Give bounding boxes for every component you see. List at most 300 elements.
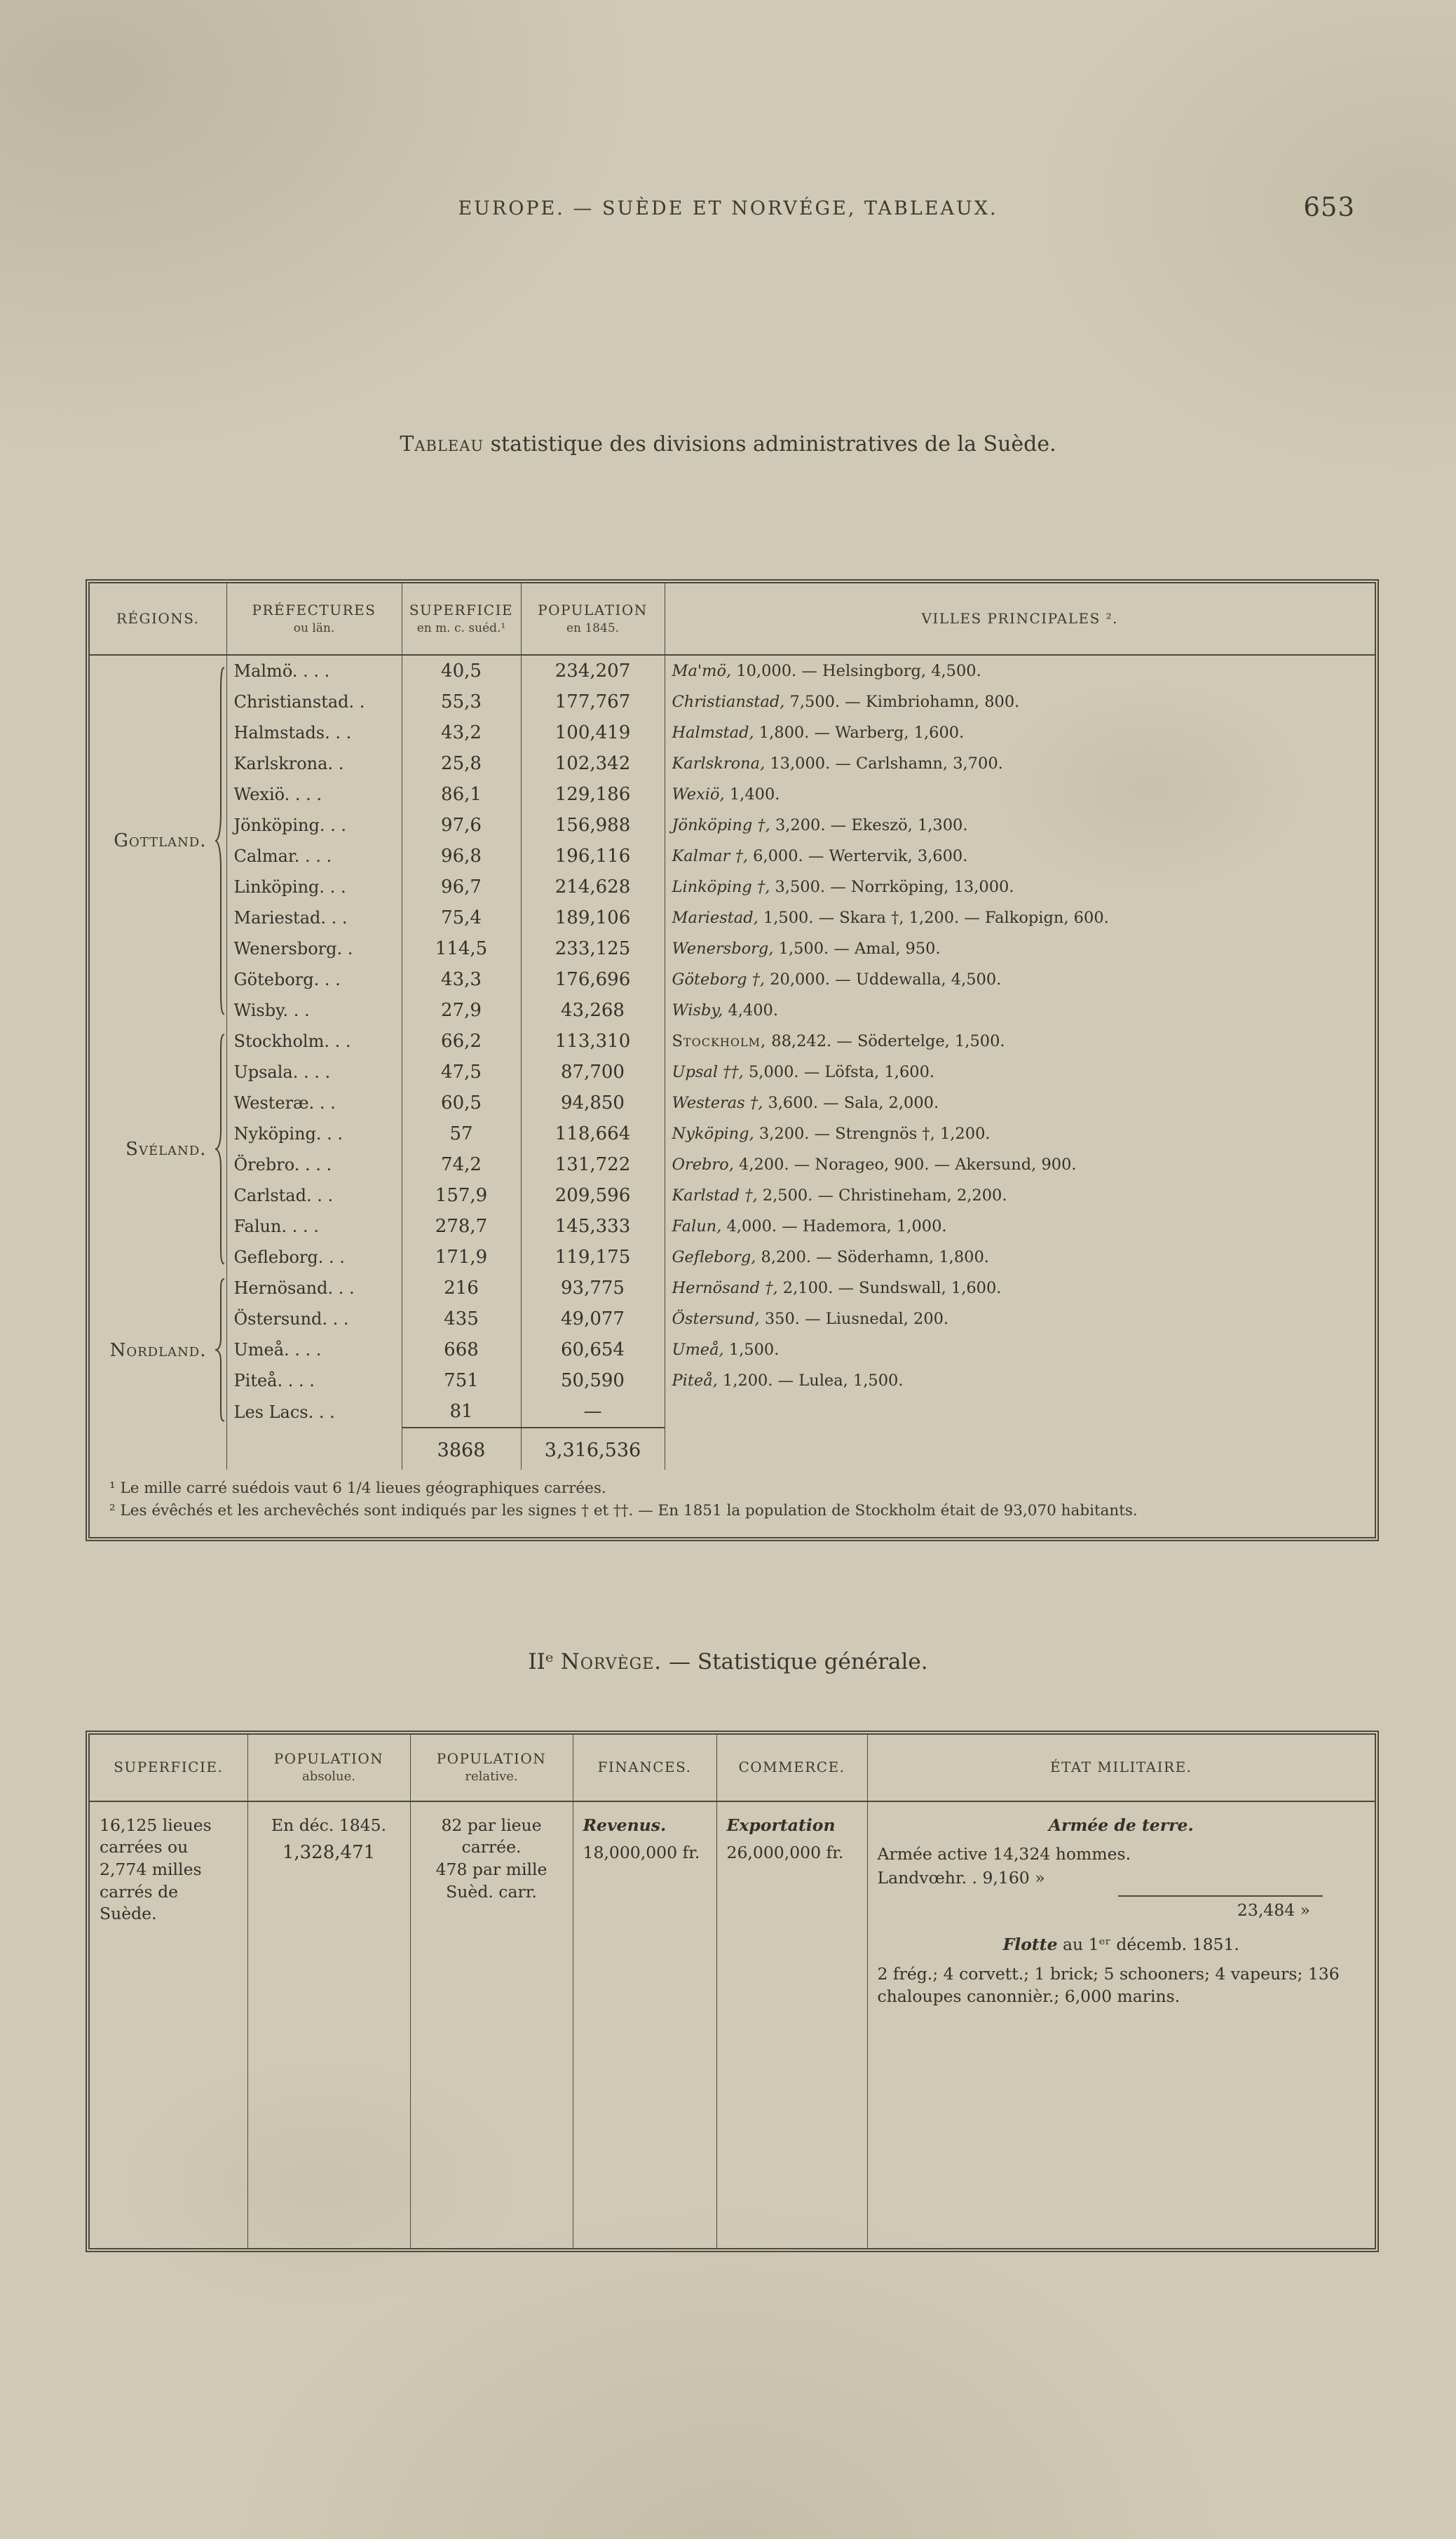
population-value: 189,106	[554, 907, 631, 929]
table-row	[90, 1242, 1375, 1273]
prefecture-name: Halmstads. . .	[233, 723, 352, 743]
footnotes	[90, 1470, 1375, 1537]
header-commerce: COMMERCE.	[716, 1735, 867, 1801]
population-cell	[521, 810, 665, 841]
prefecture-cell	[226, 1180, 402, 1211]
prefecture-cell	[226, 1242, 402, 1273]
prefecture-cell	[226, 810, 402, 841]
population-value: 119,175	[554, 1247, 631, 1268]
sweden-table-frame	[86, 579, 1379, 1541]
armee-line2: Landvœhr. . 9,160 »	[877, 1867, 1045, 1888]
ville-rest: 1,500. — Amal, 950.	[773, 940, 941, 959]
page-title-rest: statistique des divisions administratives de la Suède.	[484, 432, 1056, 456]
population-value: 196,116	[554, 846, 631, 867]
superficie-value: 96,8	[441, 846, 482, 867]
table-row	[90, 1149, 1375, 1180]
superficie-value: 57	[449, 1123, 473, 1145]
superficie-cell	[402, 779, 521, 810]
ville-lead: Mariestad,	[672, 909, 758, 928]
villes-cell	[665, 1211, 1375, 1242]
total-superficie: 3868	[402, 1428, 521, 1470]
villes-cell	[665, 686, 1375, 717]
armee-title: Armée de terre.	[1048, 1815, 1194, 1835]
running-header-text: EUROPE. — SUÈDE ET NORVÉGE, TABLEAUX.	[458, 198, 998, 219]
table-row	[90, 841, 1375, 872]
table-row	[90, 1365, 1375, 1396]
villes-cell	[665, 717, 1375, 748]
ville-lead: Karlstad †,	[672, 1186, 758, 1205]
population-cell	[521, 1304, 665, 1334]
prefecture-name: Christianstad. .	[233, 692, 365, 712]
superficie-cell	[402, 1057, 521, 1088]
norway-table-header	[90, 1735, 1375, 1801]
villes-cell	[665, 964, 1375, 995]
superficie-value: 97,6	[441, 815, 482, 837]
population-value: 131,722	[554, 1154, 631, 1176]
prefecture-name: Linköping. . .	[233, 877, 346, 898]
table-row	[90, 1118, 1375, 1149]
villes-cell	[665, 1118, 1375, 1149]
superficie-value: 86,1	[441, 784, 482, 806]
sweden-table	[90, 583, 1375, 1470]
superficie-cell	[402, 655, 521, 686]
superficie-cell	[402, 717, 521, 748]
superficie-cell	[402, 1242, 521, 1273]
header-pop-relative: POPULATION relative.	[410, 1735, 573, 1801]
prefecture-name: Gefleborg. . .	[233, 1247, 345, 1268]
ville-lead: Gefleborg,	[672, 1248, 756, 1267]
villes-cell	[665, 655, 1375, 686]
ville-lead: Nyköping,	[672, 1125, 754, 1144]
superficie-cell	[402, 1088, 521, 1118]
ville-lead: Westeras †,	[672, 1094, 763, 1113]
prefecture-cell	[226, 1088, 402, 1118]
ville-rest: 7,500. — Kimbriohamn, 800.	[784, 693, 1020, 712]
population-cell	[521, 1242, 665, 1273]
ville-lead: Halmstad,	[672, 724, 754, 743]
header-villes: VILLES PRINCIPALES ².	[665, 583, 1375, 655]
sweden-table-total	[90, 1428, 1375, 1470]
norway-superficie-cell: 16,125 lieues carrées ou 2,774 milles carrés de Suède.	[90, 1801, 247, 2248]
prefecture-cell	[226, 1026, 402, 1057]
prefecture-name: Calmar. . . .	[233, 846, 332, 867]
prefecture-name: Wenersborg. .	[233, 939, 353, 959]
population-cell	[521, 1149, 665, 1180]
ville-rest: 20,000. — Uddewalla, 4,500.	[765, 970, 1002, 989]
ville-lead: Göteborg †,	[672, 970, 766, 989]
superficie-cell	[402, 964, 521, 995]
section-title-rest: — Statistique générale.	[662, 1649, 928, 1674]
ville-rest: 1,200. — Lulea, 1,500.	[717, 1372, 904, 1390]
superficie-cell	[402, 748, 521, 779]
population-cell	[521, 779, 665, 810]
ville-lead: Orebro,	[672, 1156, 734, 1174]
ville-rest: 5,000. — Löfsta, 1,600.	[743, 1063, 935, 1082]
villes-cell	[665, 1396, 1375, 1428]
prefecture-cell	[226, 1273, 402, 1304]
villes-cell	[665, 810, 1375, 841]
villes-cell	[665, 1273, 1375, 1304]
population-cell	[521, 1057, 665, 1088]
population-cell	[521, 933, 665, 964]
superficie-cell	[402, 1026, 521, 1057]
ville-lead: Falun,	[672, 1217, 722, 1236]
prefecture-cell	[226, 1057, 402, 1088]
ville-rest: 6,000. — Wertervik, 3,600.	[747, 847, 968, 866]
prefecture-name: Mariestad. . .	[233, 908, 348, 928]
pop-absolue-value: 1,328,471	[282, 1842, 376, 1864]
superficie-cell	[402, 1180, 521, 1211]
region-cell	[90, 1273, 226, 1428]
header-prefectures: PRÉFECTURES ou län.	[226, 583, 402, 655]
prefecture-cell	[226, 995, 402, 1026]
total-row	[90, 1428, 1375, 1470]
prefecture-name: Örebro. . . .	[233, 1155, 332, 1175]
population-cell	[521, 964, 665, 995]
finances-label: Revenus.	[583, 1815, 667, 1835]
population-cell	[521, 872, 665, 902]
prefecture-name: Les Lacs. . .	[233, 1402, 335, 1422]
ville-rest: 3,600. — Sala, 2,000.	[763, 1094, 939, 1113]
table-row	[90, 995, 1375, 1026]
superficie-value: 74,2	[441, 1154, 482, 1176]
prefecture-cell	[226, 1304, 402, 1334]
population-cell	[521, 748, 665, 779]
region-label: Nordland.	[109, 1339, 207, 1361]
page-number: 653	[1303, 192, 1355, 222]
ville-rest: 3,200. — Ekeszö, 1,300.	[770, 816, 968, 835]
ville-rest: 2,500. — Christineham, 2,200.	[757, 1186, 1007, 1205]
page-title-lead: Tableau	[400, 432, 484, 456]
villes-cell	[665, 1334, 1375, 1365]
population-value: 113,310	[554, 1031, 631, 1052]
sum-rule	[1118, 1895, 1323, 1897]
ville-lead: Christianstad,	[672, 693, 785, 712]
header-regions: RÉGIONS.	[90, 583, 226, 655]
table-row	[90, 902, 1375, 933]
ville-rest: 1,500.	[723, 1341, 780, 1360]
total-region-cell	[90, 1428, 226, 1470]
flotte-title-lead: Flotte	[1002, 1935, 1058, 1955]
villes-cell	[665, 1365, 1375, 1396]
flotte-detail: 2 frég.; 4 corvett.; 1 brick; 5 schooners; 4 vapeurs; 136 chaloupes canonnièr.; 6,000 marins.	[877, 1964, 1340, 2006]
ville-lead: Karlskrona,	[672, 754, 766, 773]
superficie-cell	[402, 872, 521, 902]
villes-cell	[665, 841, 1375, 872]
prefecture-name: Malmö. . . .	[233, 661, 330, 682]
section-title-num: IIᵉ	[528, 1649, 561, 1674]
ville-lead: Wisby,	[672, 1001, 723, 1020]
prefecture-cell	[226, 748, 402, 779]
population-value: 87,700	[561, 1062, 625, 1083]
population-value: 60,654	[561, 1339, 625, 1361]
header-etat-militaire: ÉTAT MILITAIRE.	[867, 1735, 1375, 1801]
ville-rest: 13,000. — Carlshamn, 3,700.	[765, 754, 1003, 773]
superficie-value: 96,7	[441, 876, 482, 898]
villes-cell	[665, 872, 1375, 902]
ville-lead: Umeå,	[672, 1341, 724, 1360]
villes-cell	[665, 1242, 1375, 1273]
population-cell	[521, 1118, 665, 1149]
population-cell	[521, 686, 665, 717]
table-row	[90, 1273, 1375, 1304]
prefecture-cell	[226, 1334, 402, 1365]
prefecture-name: Wexiö. . . .	[233, 785, 322, 805]
table-row	[90, 779, 1375, 810]
norway-row	[90, 1801, 1375, 2248]
population-cell	[521, 1026, 665, 1057]
prefecture-name: Jönköping. . .	[233, 815, 347, 836]
superficie-value: 668	[444, 1339, 479, 1361]
ville-lead: Stockholm,	[672, 1032, 767, 1051]
prefecture-name: Carlstad. . .	[233, 1186, 334, 1206]
population-value: 176,696	[554, 969, 631, 991]
superficie-value: 75,4	[441, 907, 482, 929]
superficie-value: 81	[449, 1401, 473, 1423]
superficie-value: 171,9	[435, 1247, 488, 1268]
total-population: 3,316,536	[521, 1428, 665, 1470]
prefecture-name: Umeå. . . .	[233, 1340, 322, 1360]
prefecture-cell	[226, 841, 402, 872]
commerce-label: Exportation	[726, 1815, 836, 1835]
header-norway-superficie: SUPERFICIE.	[90, 1735, 247, 1801]
ville-rest: 1,500. — Skara †, 1,200. — Falkopign, 600.	[758, 909, 1109, 928]
table-row	[90, 964, 1375, 995]
superficie-value: 66,2	[441, 1031, 482, 1052]
superficie-value: 751	[444, 1370, 479, 1392]
ville-rest: 4,000. — Hademora, 1,000.	[721, 1217, 947, 1236]
table-row	[90, 1026, 1375, 1057]
norway-table-body	[90, 1801, 1375, 2248]
population-cell	[521, 717, 665, 748]
ville-rest: 8,200. — Söderhamn, 1,800.	[756, 1248, 989, 1267]
superficie-value: 43,3	[441, 969, 482, 991]
pop-relative-line1: 82 par lieue carrée.	[441, 1815, 542, 1857]
superficie-value: 47,5	[441, 1062, 482, 1083]
superficie-value: 278,7	[435, 1216, 488, 1238]
prefecture-cell	[226, 1149, 402, 1180]
norway-table-frame	[86, 1731, 1379, 2252]
section-title-name: Norvège.	[560, 1649, 662, 1674]
group-brace-icon	[212, 664, 226, 1017]
prefecture-name: Nyköping. . .	[233, 1124, 343, 1144]
table-row	[90, 810, 1375, 841]
header-population: POPULATION en 1845.	[521, 583, 665, 655]
prefecture-name: Östersund. . .	[233, 1309, 349, 1329]
armee-total: 23,484 »	[1237, 1900, 1310, 1920]
flotte-title-rest: au 1ᵉʳ décemb. 1851.	[1057, 1935, 1239, 1955]
villes-cell	[665, 1026, 1375, 1057]
table-row	[90, 655, 1375, 686]
norway-commerce-cell	[716, 1801, 867, 2248]
group-brace-icon	[212, 1032, 226, 1266]
header-superficie: SUPERFICIE en m. c. suéd.¹	[402, 583, 521, 655]
population-cell	[521, 995, 665, 1026]
norway-table	[90, 1735, 1375, 2248]
villes-cell	[665, 1088, 1375, 1118]
table-row	[90, 872, 1375, 902]
superficie-cell	[402, 1211, 521, 1242]
villes-cell	[665, 995, 1375, 1026]
superficie-cell	[402, 1273, 521, 1304]
table-row	[90, 1180, 1375, 1211]
population-value: 209,596	[554, 1185, 631, 1207]
villes-cell	[665, 933, 1375, 964]
prefecture-cell	[226, 779, 402, 810]
ville-lead: Östersund,	[672, 1310, 760, 1329]
ville-rest: 350. — Liusnedal, 200.	[759, 1310, 949, 1329]
superficie-value: 114,5	[435, 938, 488, 960]
population-value: 118,664	[554, 1123, 631, 1145]
table-row	[90, 1057, 1375, 1088]
population-value: 102,342	[554, 753, 631, 775]
sweden-table-body	[90, 655, 1375, 1428]
superficie-cell	[402, 1396, 521, 1428]
superficie-cell	[402, 1304, 521, 1334]
ville-rest: 88,242. — Södertelge, 1,500.	[766, 1032, 1005, 1051]
population-value: 100,419	[554, 722, 631, 744]
superficie-cell	[402, 933, 521, 964]
population-cell	[521, 1273, 665, 1304]
ville-lead: Wenersborg,	[672, 940, 774, 959]
table-row	[90, 686, 1375, 717]
population-value: 94,850	[561, 1092, 625, 1114]
prefecture-cell	[226, 1118, 402, 1149]
prefecture-name: Falun. . . .	[233, 1217, 319, 1237]
population-value: 177,767	[554, 691, 631, 713]
villes-cell	[665, 902, 1375, 933]
table-row	[90, 1088, 1375, 1118]
population-value: 145,333	[554, 1216, 631, 1238]
pop-relative-line2: 478 par mille Suèd. carr.	[435, 1859, 547, 1902]
region-cell	[90, 655, 226, 1026]
population-value: 43,268	[561, 1000, 625, 1022]
group-brace-icon	[212, 1278, 226, 1423]
villes-cell	[665, 1304, 1375, 1334]
region-label: Gottland.	[114, 830, 207, 852]
total-villes-cell	[665, 1428, 1375, 1470]
page-title	[0, 432, 1456, 456]
running-header	[112, 192, 1355, 222]
prefecture-cell	[226, 933, 402, 964]
population-value: 49,077	[561, 1308, 625, 1330]
prefecture-name: Wisby. . .	[233, 1001, 310, 1021]
footnote-2: ² Les évêchés et les archevêchés sont indiqués par les signes † et ††. — En 1851 la population de Stockholm était de 93,070 habitants.	[109, 1502, 1138, 1520]
ville-rest: 3,200. — Strengnös †, 1,200.	[754, 1125, 991, 1144]
superficie-cell	[402, 1334, 521, 1365]
ville-lead: Hernösand †,	[672, 1279, 778, 1298]
footnote-1: ¹ Le mille carré suédois vaut 6 1/4 lieues géographiques carrées.	[109, 1480, 606, 1498]
table-row	[90, 1334, 1375, 1365]
superficie-value: 43,2	[441, 722, 482, 744]
ville-lead: Jönköping †,	[672, 816, 770, 835]
region-label: Svéland.	[125, 1139, 207, 1160]
superficie-value: 435	[444, 1308, 479, 1330]
ville-lead: Wexiö,	[672, 785, 725, 804]
superficie-cell	[402, 902, 521, 933]
table-row	[90, 717, 1375, 748]
prefecture-cell	[226, 1211, 402, 1242]
section-title	[0, 1649, 1456, 1674]
population-cell	[521, 655, 665, 686]
superficie-value: 216	[444, 1278, 479, 1299]
prefecture-name: Göteborg. . .	[233, 970, 341, 990]
header-finances: FINANCES.	[573, 1735, 716, 1801]
prefecture-cell	[226, 872, 402, 902]
ville-rest: 2,100. — Sundswall, 1,600.	[777, 1279, 1002, 1298]
ville-lead: Upsal ††,	[672, 1063, 744, 1082]
norway-pop-relative-cell	[410, 1801, 573, 2248]
ville-rest: 4,200. — Norageo, 900. — Akersund, 900.	[733, 1156, 1077, 1174]
villes-cell	[665, 1149, 1375, 1180]
superficie-cell	[402, 1365, 521, 1396]
superficie-cell	[402, 1149, 521, 1180]
ville-lead: Kalmar †,	[672, 847, 748, 866]
prefecture-cell	[226, 964, 402, 995]
superficie-cell	[402, 810, 521, 841]
ville-lead: Linköping †,	[672, 878, 770, 897]
ville-rest: 4,400.	[723, 1001, 778, 1020]
prefecture-cell	[226, 717, 402, 748]
population-cell	[521, 902, 665, 933]
finances-value: 18,000,000 fr.	[583, 1843, 700, 1863]
superficie-value: 55,3	[441, 691, 482, 713]
superficie-value: 40,5	[441, 661, 482, 682]
population-cell	[521, 841, 665, 872]
prefecture-name: Hernösand. . .	[233, 1278, 355, 1299]
ville-rest: 10,000. — Helsingborg, 4,500.	[731, 662, 981, 681]
superficie-value: 157,9	[435, 1185, 488, 1207]
region-cell	[90, 1026, 226, 1273]
population-cell	[521, 1334, 665, 1365]
population-value: 129,186	[554, 784, 631, 806]
table-row	[90, 933, 1375, 964]
villes-cell	[665, 1180, 1375, 1211]
header-pop-absolue: POPULATION absolue.	[247, 1735, 410, 1801]
population-value: 233,125	[554, 938, 631, 960]
population-value: 234,207	[554, 661, 631, 682]
norway-militaire-cell	[867, 1801, 1375, 2248]
population-cell	[521, 1211, 665, 1242]
prefecture-name: Westeræ. . .	[233, 1093, 336, 1113]
prefecture-name: Karlskrona. .	[233, 754, 344, 774]
table-row	[90, 1304, 1375, 1334]
table-row	[90, 1211, 1375, 1242]
sweden-table-header	[90, 583, 1375, 655]
population-value: —	[583, 1401, 602, 1423]
population-cell	[521, 1088, 665, 1118]
superficie-value: 60,5	[441, 1092, 482, 1114]
norway-pop-absolue-cell	[247, 1801, 410, 2248]
pop-absolue-date: En déc. 1845.	[271, 1815, 387, 1835]
prefecture-name: Stockholm. . .	[233, 1031, 351, 1052]
superficie-value: 27,9	[441, 1000, 482, 1022]
commerce-value: 26,000,000 fr.	[726, 1843, 844, 1863]
population-cell	[521, 1396, 665, 1428]
table-row	[90, 748, 1375, 779]
population-value: 214,628	[554, 876, 631, 898]
ville-lead: Piteå,	[672, 1372, 718, 1390]
superficie-cell	[402, 686, 521, 717]
population-value: 156,988	[554, 815, 631, 837]
prefecture-cell	[226, 902, 402, 933]
norway-finances-cell	[573, 1801, 716, 2248]
villes-cell	[665, 748, 1375, 779]
villes-cell	[665, 1057, 1375, 1088]
ville-rest: 1,400.	[724, 785, 780, 804]
prefecture-cell	[226, 686, 402, 717]
superficie-cell	[402, 841, 521, 872]
